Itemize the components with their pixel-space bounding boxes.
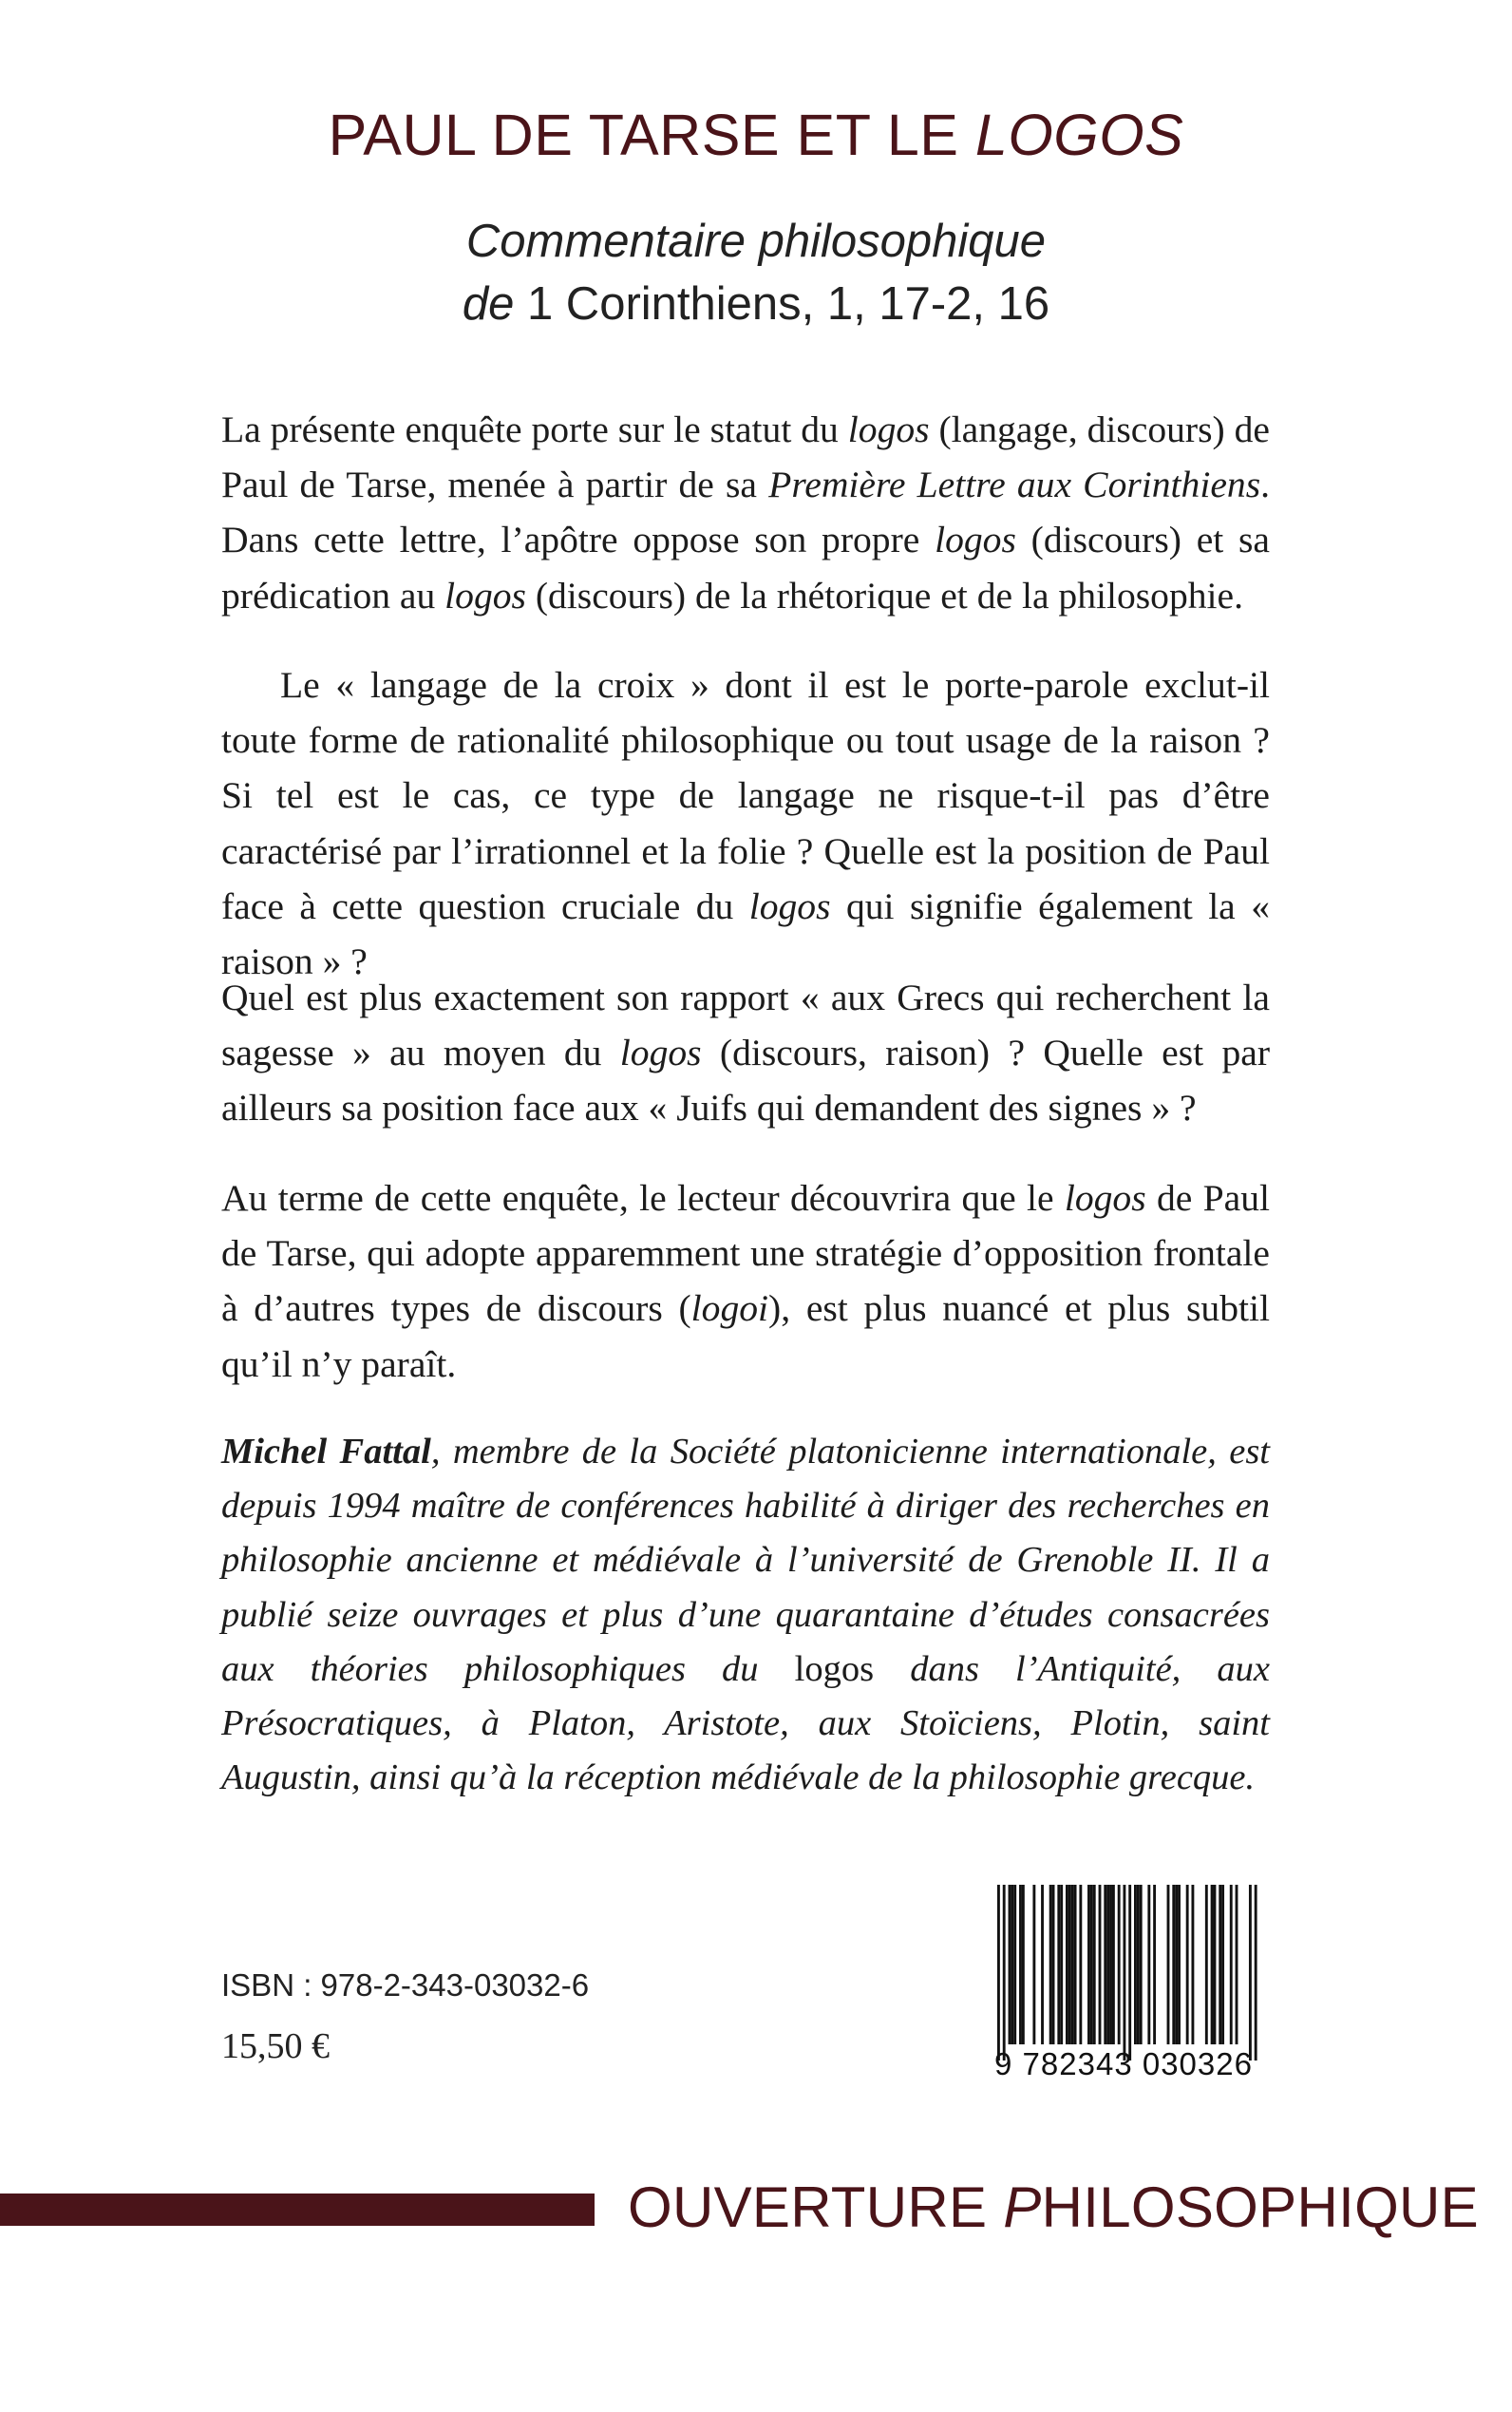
text-run: (langage, discours) de Paul de Tarse, menée à partir de sa bbox=[221, 408, 1270, 506]
barcode-bar bbox=[1068, 1885, 1071, 2044]
barcode-bar bbox=[1172, 1885, 1175, 2044]
italic-term: logos bbox=[935, 519, 1016, 561]
barcode-bar bbox=[1137, 1885, 1140, 2044]
barcode-bar bbox=[1249, 1885, 1252, 2061]
text-run: La présente enquête porte sur le statut du bbox=[221, 408, 848, 450]
barcode-bar bbox=[1109, 1885, 1112, 2044]
barcode-bar bbox=[1214, 1885, 1217, 2044]
barcode-digits: 9 782343 030326 bbox=[994, 2046, 1253, 2081]
barcode-bar bbox=[1205, 1885, 1208, 2044]
barcode-bar bbox=[1041, 1885, 1044, 2044]
barcode-bar bbox=[1074, 1885, 1077, 2044]
barcode-bar bbox=[1230, 1885, 1233, 2044]
text-run: qui signifie également la « raison » ? bbox=[221, 884, 1270, 983]
barcode-bar bbox=[1090, 1885, 1093, 2044]
barcode-bar bbox=[1191, 1885, 1194, 2044]
barcode-bar bbox=[1066, 1885, 1068, 2044]
text-run: Le « langage de la croix » dont il est le porte-parole exclut-il toute forme de rationalité philosophique ou tout usage de la raison ? Si tel est le cas, ce type de langage ne risque-t-il pas d’être caractérisé par l’irrationnel et la folie ? Quelle est la position de Paul face à cette question cruciale du bbox=[221, 664, 1270, 927]
barcode-bar bbox=[1112, 1885, 1115, 2044]
isbn-label: ISBN : 978-2-343-03032-6 bbox=[221, 1967, 590, 2003]
author-name: Michel Fattal bbox=[221, 1432, 431, 1472]
book-title bbox=[0, 103, 1512, 167]
italic-term: logos bbox=[619, 1032, 702, 1074]
barcode-bar bbox=[1019, 1885, 1022, 2044]
text-run: de Paul de Tarse, qui adopte apparemment une stratégie d’opposition frontale à d’autres types de discours ( bbox=[221, 1177, 1270, 1330]
barcode-bar bbox=[1052, 1885, 1055, 2044]
barcode-bar bbox=[1236, 1885, 1238, 2044]
barcode-bar bbox=[1009, 1885, 1011, 2044]
series-bar-decoration bbox=[0, 2194, 595, 2226]
series-name-part: HILOSOPHIQUE bbox=[1041, 2175, 1479, 2239]
italic-term: Première Lettre aux Corinthiens bbox=[768, 464, 1261, 506]
italic-term: logos bbox=[444, 574, 526, 617]
barcode-bar bbox=[1049, 1885, 1052, 2044]
barcode-bar bbox=[1060, 1885, 1063, 2044]
series-name-part: P bbox=[1003, 2175, 1042, 2239]
barcode-bar bbox=[1093, 1885, 1096, 2044]
barcode-bar bbox=[1003, 1885, 1006, 2061]
italic-term: logos bbox=[1064, 1177, 1146, 1219]
italic-term: logoi bbox=[690, 1287, 769, 1330]
italic-term: logos bbox=[847, 408, 930, 450]
title-italic: LOGOS bbox=[974, 103, 1184, 167]
barcode-bar bbox=[1140, 1885, 1143, 2044]
barcode-bar bbox=[1106, 1885, 1109, 2044]
subtitle-de: de bbox=[462, 278, 515, 330]
paragraph-3 bbox=[221, 970, 1270, 1136]
barcode-bar bbox=[1011, 1885, 1013, 2044]
text-run: Au terme de cette enquête, le lecteur découvrira que le bbox=[221, 1177, 1065, 1219]
paragraph-2 bbox=[221, 657, 1270, 989]
barcode-bar bbox=[1079, 1885, 1082, 2044]
barcode-bar bbox=[1255, 1885, 1257, 2061]
barcode-bar bbox=[1186, 1885, 1189, 2044]
barcode-bar bbox=[1128, 1885, 1131, 2061]
barcode-bar bbox=[1167, 1885, 1170, 2044]
barcode-bar bbox=[1099, 1885, 1102, 2044]
title-main: PAUL DE TARSE ET LE bbox=[328, 103, 975, 167]
barcode-bar bbox=[997, 1885, 1000, 2061]
barcode-bar bbox=[1221, 1885, 1224, 2044]
author-bio bbox=[221, 1425, 1270, 1805]
text-run: ), est plus nuancé et plus subtil qu’il n’y paraît. bbox=[221, 1287, 1270, 1385]
barcode-bar bbox=[1118, 1885, 1121, 2044]
bio-text: dans l’Antiquité, aux Présocratiques, à Platon, Aristote, aux Stoïciens, Plotin, saint Augustin, ainsi qu’à la réception médiévale de la philosophie grecque. bbox=[221, 1648, 1270, 1798]
paragraph-1 bbox=[221, 402, 1270, 623]
barcode-bar bbox=[1153, 1885, 1156, 2044]
text-run: Quel est plus exactement son rapport « aux Grecs qui recherchent la sagesse » au moyen du bbox=[221, 977, 1270, 1074]
barcode-bar bbox=[1219, 1885, 1221, 2044]
barcode-bar bbox=[1123, 1885, 1125, 2061]
bio-text: , membre de la Société platonicienne internationale, est depuis 1994 maître de conférences habilité à diriger des recherches en philosophie ancienne et médiévale à l’université de Grenoble II. Il a publié seize ouvrages et plus d’une quarantaine d’études consacrées aux théories philosophiques du bbox=[221, 1432, 1271, 1689]
text-run: . Dans cette lettre, l’apôtre oppose son propre bbox=[221, 464, 1270, 561]
series-name bbox=[628, 2175, 1479, 2239]
barcode-bar bbox=[1134, 1885, 1137, 2044]
price-label: 15,50 € bbox=[221, 2026, 330, 2066]
italic-term: logos bbox=[748, 884, 831, 927]
barcode-bar bbox=[1104, 1885, 1106, 2044]
text-run: (discours, raison) ? Quelle est par ailleurs sa position face aux « Juifs qui demandent des signes » ? bbox=[221, 1032, 1270, 1130]
barcode-bar bbox=[1147, 1885, 1150, 2044]
subtitle-reference: 1 Corinthiens, 1, 17-2, 16 bbox=[514, 278, 1050, 330]
bio-term: logos bbox=[794, 1648, 875, 1689]
barcode-bar bbox=[1178, 1885, 1181, 2044]
subtitle-line2 bbox=[0, 278, 1512, 330]
barcode-bar bbox=[1032, 1885, 1035, 2044]
series-name-part: OUVERTURE bbox=[628, 2175, 1004, 2239]
text-run: (discours) et sa prédication au bbox=[221, 519, 1270, 617]
barcode-bar bbox=[1175, 1885, 1178, 2044]
barcode-bar bbox=[1211, 1885, 1214, 2044]
subtitle-line1: Commentaire philosophique bbox=[465, 216, 1047, 267]
barcode-bar bbox=[1057, 1885, 1060, 2044]
barcode-bar bbox=[1087, 1885, 1090, 2044]
barcode-bar bbox=[1071, 1885, 1074, 2044]
paragraph-4 bbox=[221, 1170, 1270, 1392]
barcode-bar bbox=[1013, 1885, 1016, 2044]
text-run: (discours) de la rhétorique et de la philosophie. bbox=[525, 574, 1243, 617]
barcode-bar bbox=[1022, 1885, 1025, 2044]
